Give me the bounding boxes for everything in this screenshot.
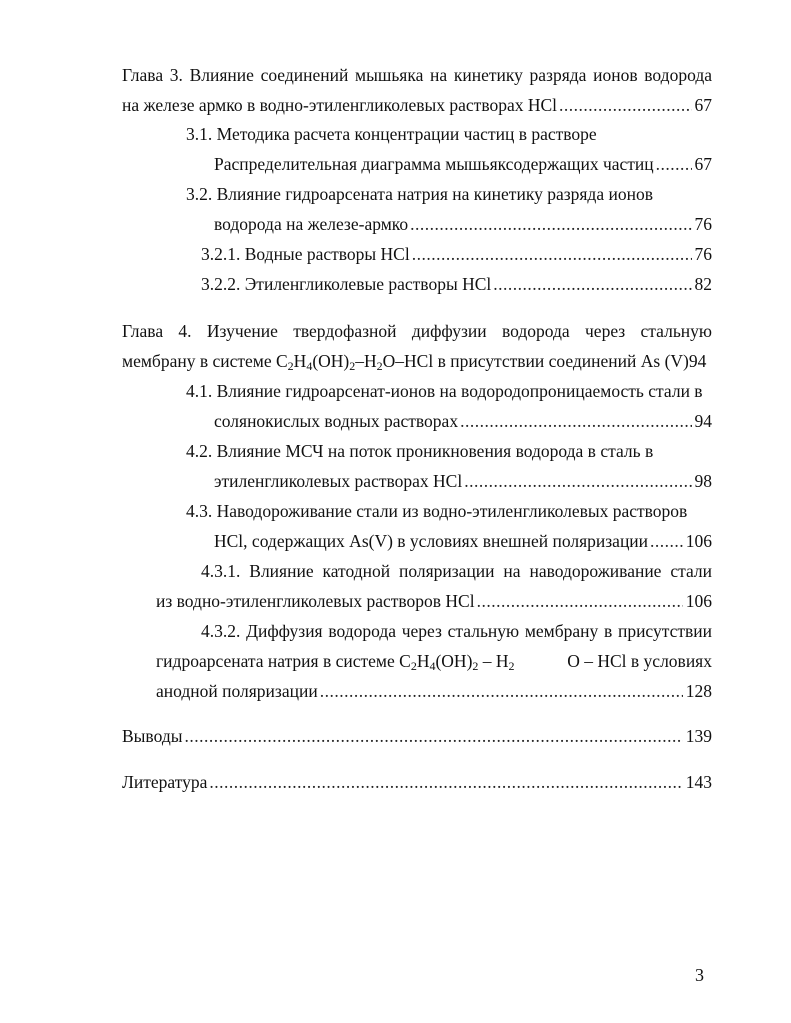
toc-s4-3-2-line2-formula <box>156 650 515 672</box>
toc-s3-2-line2[interactable] <box>214 213 712 235</box>
line2-pre: гидроарсената натрия в системе C <box>156 651 411 671</box>
toc-s3-2-page: 76 <box>694 214 712 234</box>
page-number: 3 <box>695 965 704 985</box>
formula-h2: – H <box>478 651 509 671</box>
toc-s4-3-1-title: из водно-этиленгликолевых растворов HCl <box>156 591 475 611</box>
toc-s4-3-2-line2[interactable] <box>156 650 712 672</box>
toc-ch3-line2[interactable] <box>122 94 712 116</box>
toc-s3-1-line1[interactable]: 3.1. Методика расчета концентрации частиц в растворе <box>186 124 597 144</box>
toc-s4-1-title: солянокислых водных растворах <box>214 411 459 431</box>
subscript: 2 <box>508 659 515 673</box>
toc-conclusions[interactable] <box>122 725 712 747</box>
toc-s4-3-1-line2[interactable] <box>156 590 712 612</box>
subscript: 2 <box>472 659 479 673</box>
dot-leader <box>559 94 691 116</box>
toc-s4-3-line1[interactable]: 4.3. Наводороживание стали из водно-этиленгликолевых растворов <box>186 501 688 521</box>
toc-references[interactable] <box>122 771 712 793</box>
toc-s4-1-line1[interactable]: 4.1. Влияние гидроарсенат-ионов на водородопроницаемость стали в <box>186 381 703 401</box>
toc-s3-2-1-page: 76 <box>694 244 712 264</box>
toc-conclusions-page: 139 <box>685 726 712 746</box>
toc-ch3-page: 67 <box>694 95 712 115</box>
toc-s3-1-title: Распределительная диаграмма мышьяксодержащих частиц <box>214 154 654 174</box>
toc-s4-1-line2[interactable] <box>214 410 712 432</box>
dot-leader <box>412 243 692 265</box>
toc-s3-1-page: 67 <box>694 154 712 174</box>
toc-references-page: 143 <box>685 772 712 792</box>
toc-s3-2-1-title: 3.2.1. Водные растворы HCl <box>201 244 410 264</box>
toc-s4-3-line2[interactable] <box>214 530 712 552</box>
subscript: 4 <box>306 359 313 373</box>
dot-leader <box>656 153 692 175</box>
toc-s4-3-page: 106 <box>685 531 712 551</box>
toc-ch3-title: на железе армко в водно-этиленгликолевых растворах HCl <box>122 95 558 115</box>
dot-leader <box>410 213 691 235</box>
toc-s3-2-line1[interactable]: 3.2. Влияние гидроарсената натрия на кинетику разряда ионов <box>186 184 653 204</box>
toc-s4-1-page: 94 <box>694 411 712 431</box>
toc-s3-1-line2[interactable] <box>214 153 712 175</box>
toc-ch4-line2-pre: мембрану в системе C <box>122 351 288 371</box>
dot-leader <box>493 273 691 295</box>
toc-s4-2-line1[interactable]: 4.2. Влияние МСЧ на поток проникновения водорода в сталь в <box>186 441 654 461</box>
toc-ch4-line2[interactable] <box>122 350 706 372</box>
toc-s3-2-2-title: 3.2.2. Этиленгликолевые растворы HCl <box>201 274 492 294</box>
dot-leader <box>464 470 691 492</box>
dot-leader <box>209 771 682 793</box>
toc-s4-3-title: HCl, содержащих As(V) в условиях внешней поляризации <box>214 531 649 551</box>
toc-s4-3-2-line2-end: O – HCl в условиях <box>567 651 712 671</box>
toc-s4-2-line2[interactable] <box>214 470 712 492</box>
formula-oh: (OH) <box>312 351 350 371</box>
subscript: 4 <box>429 659 436 673</box>
toc-s4-2-title: этиленгликолевых растворах HCl <box>214 471 463 491</box>
toc-s3-2-2[interactable] <box>201 273 712 295</box>
toc-ch4-line1[interactable]: Глава 4. Изучение твердофазной диффузии водорода через стальную <box>122 321 712 341</box>
dot-leader <box>477 590 683 612</box>
toc-references-title: Литература <box>122 772 208 792</box>
toc-ch3-line1[interactable]: Глава 3. Влияние соединений мышьяка на кинетику разряда ионов водорода <box>122 65 712 85</box>
toc-s4-2-page: 98 <box>694 471 712 491</box>
subscript: 2 <box>376 359 383 373</box>
dot-leader <box>184 725 682 747</box>
toc-s4-3-2-line3[interactable] <box>156 680 712 702</box>
dot-leader <box>460 410 691 432</box>
formula-h: H <box>293 351 307 371</box>
toc-ch4-line2-end: O–HCl в присутствии соединений As (V)94 <box>382 351 707 371</box>
subscript: 2 <box>410 659 417 673</box>
subscript: 2 <box>287 359 294 373</box>
dot-leader <box>650 530 683 552</box>
formula-h: H <box>416 651 430 671</box>
subscript: 2 <box>349 359 356 373</box>
toc-conclusions-title: Выводы <box>122 726 183 746</box>
dot-leader <box>320 680 683 702</box>
toc-s4-3-1-line1[interactable]: 4.3.1. Влияние катодной поляризации на наводороживание стали <box>201 561 712 581</box>
toc-s3-2-title: водорода на железе-армко <box>214 214 409 234</box>
formula-h2: –H <box>355 351 377 371</box>
toc-s4-3-2-page: 128 <box>685 681 712 701</box>
toc-s4-3-2-title: анодной поляризации <box>156 681 318 701</box>
toc-s3-2-1[interactable] <box>201 243 712 265</box>
toc-s3-2-2-page: 82 <box>694 274 712 294</box>
toc-s4-3-1-page: 106 <box>685 591 712 611</box>
formula-oh: (OH) <box>435 651 473 671</box>
toc-s4-3-2-line1[interactable]: 4.3.2. Диффузия водорода через стальную мембрану в присутствии <box>201 621 712 641</box>
